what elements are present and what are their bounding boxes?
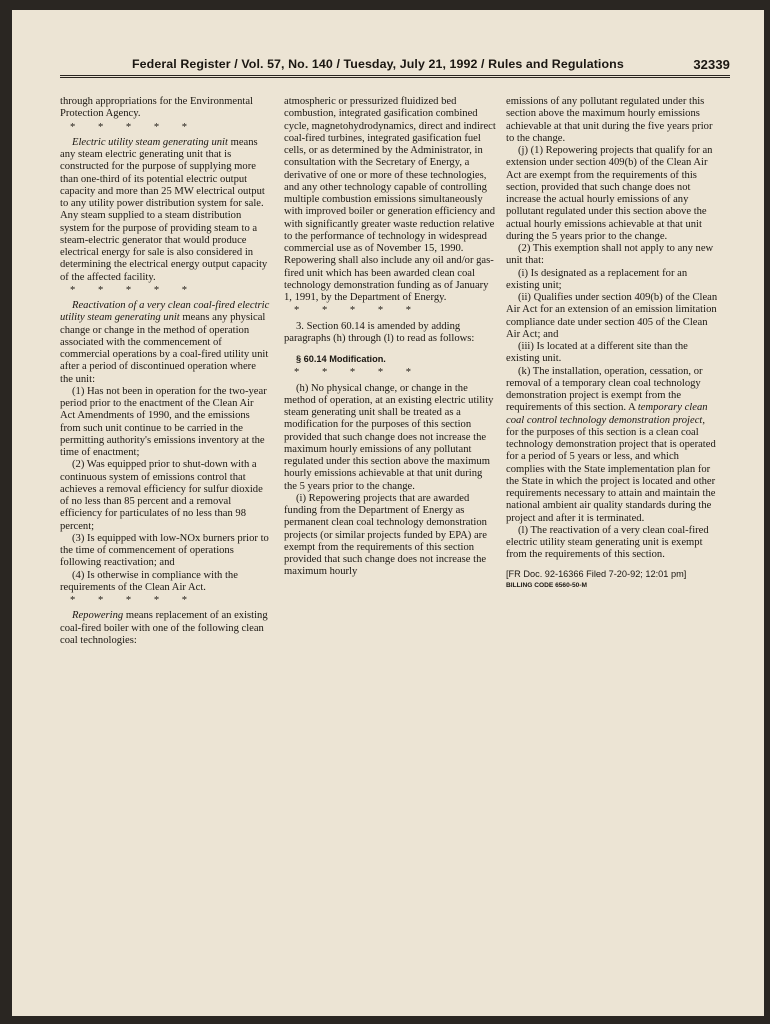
defined-term: Electric utility steam generating unit bbox=[72, 136, 228, 148]
running-head-text: Federal Register / Vol. 57, No. 140 / Tuesday, July 21, 1992 / Rules and Regulations bbox=[132, 57, 624, 71]
amendment-instruction: 3. Section 60.14 is amended by adding paragraphs (h) through (l) to read as follows: bbox=[284, 320, 475, 344]
ellipsis-stars: * * * * * bbox=[294, 367, 422, 379]
paragraph: (3) Is equipped with low-NOx burners prior to the time of commencement of operations following reactivation; and bbox=[60, 532, 269, 569]
paragraph bbox=[506, 366, 718, 525]
paragraph: (iii) Is located at a different site than the existing unit. bbox=[506, 341, 688, 365]
ellipsis-stars: * * * * * bbox=[70, 595, 198, 606]
paragraph: (2) Was equipped prior to shut-down with a continuous system of emissions control that achieves a removal efficiency for sulfur dioxide of no less than 85 percent and a removal efficiency for particulates of no less than 98 percent; bbox=[60, 459, 263, 532]
ellipsis-stars: * * * * * bbox=[70, 121, 198, 133]
running-header bbox=[60, 53, 730, 78]
paragraph: (l) The reactivation of a very clean coal-fired electric utility steam generating unit is exempt from the requirements of this section. bbox=[506, 524, 709, 561]
definition-text: means replacement of an existing coal-fired boiler with one of the following clean coal technologies: bbox=[60, 610, 268, 646]
paragraph: (1) Has not been in operation for the two-year period prior to the enactment of the Clean Air Act Amendments of 1990, and the emissions from such unit continue to be carried in the permitting authority's emissions inventory at the time of enactment; bbox=[60, 385, 267, 458]
column-1 bbox=[60, 96, 270, 647]
section-heading: § 60.14 Modification. bbox=[296, 354, 386, 364]
defined-term: temporary clean coal control technology demonstration project bbox=[506, 402, 708, 426]
paragraph: through appropriations for the Environmental Protection Agency. bbox=[60, 96, 253, 120]
fr-doc-citation: [FR Doc. 92-16366 Filed 7-20-92; 12:01 pm] bbox=[506, 568, 687, 579]
definition-paragraph bbox=[60, 300, 270, 386]
defined-term: Repowering bbox=[72, 610, 124, 622]
paragraph: (ii) Qualifies under section 409(b) of the Clean Air Act for an extension of an emission limitation compliance date under section 405 of the Clean Air Act; and bbox=[506, 292, 718, 340]
paragraph: (2) This exemption shall not apply to any new unit that: bbox=[506, 243, 714, 267]
defined-term: Reactivation of a very clean coal-fired electric utility steam generating unit bbox=[60, 300, 270, 324]
paragraph: (j) (1) Repowering projects that qualify for an extension under section 409(b) of the Clean Air Act are exempt from the requirements of this section, provided that such change does not increase the actual hourly emissions of any pollutant regulated under this section above the actual hourly emissions achievable at that unit during the 5 years prior to the change. bbox=[506, 145, 713, 242]
paragraph: (4) Is otherwise in compliance with the requirements of the Clean Air Act. bbox=[60, 569, 238, 593]
paragraph: atmospheric or pressurized fluidized bed combustion, integrated gasification combined cycle, magnetohydrodynamics, direct and indirect coal-fired turbines, integrated gasification fuel cells, or as determined by the Administrator, in consultation with the Secretary of Energy, a derivative of one or more of these technologies, and any other technology capable of controlling multiple combustion emissions simultaneously with improved boiler or generation efficiency and with significantly greater waste reduction relative to the performance of technology in widespread commercial use as of November 15, 1990. Repowering shall also include any oil and/or gas-fired unit which has been awarded clean coal technology demonstration funding as of January 1, 1991, by the Department of Energy. bbox=[284, 96, 496, 303]
definition-text: means any physical change or change in the method of operation associated with the commencement of commercial operations by a coal-fired utility unit after a period of discontinued operation where the unit: bbox=[60, 312, 269, 385]
definition-paragraph bbox=[60, 610, 270, 647]
document-page bbox=[12, 10, 764, 1016]
column-2 bbox=[284, 96, 496, 579]
definition-text: means any steam electric generating unit that is constructed for the purpose of supplying more than one-third of its potential electric output capacity and more than 25 MW electrical output to any utility power distribution system for sale. Any steam supplied to a steam distribution system for the purpose of providing steam to a steam-electric generator that would produce electrical energy for sale is also considered in determining the electrical energy output capacity of the affected facility. bbox=[60, 136, 268, 283]
column-3 bbox=[506, 96, 718, 592]
paragraph: (i) Repowering projects that are awarded funding from the Department of Energy as permanent clean coal technology demonstration projects (or similar projects funded by EPA) are exempt from the requirements of this section provided that such change does not increase the maximum hourly bbox=[284, 492, 487, 578]
paragraph: (h) No physical change, or change in the method of operation, at an existing electric utility steam generating unit shall be treated as a modification for the purposes of this section provided that such change does not increase the maximum hourly emissions of any pollutant regulated under this section above the maximum hourly emissions achievable at that unit during the 5 years prior to the change. bbox=[284, 382, 494, 492]
paragraph: (i) Is designated as a replacement for an existing unit; bbox=[506, 267, 688, 291]
ellipsis-stars: * * * * * bbox=[294, 305, 422, 317]
definition-paragraph bbox=[60, 137, 270, 284]
paragraph-text: , for the purposes of this section is a clean coal technology demonstration project that is operated for a period of 5 years or less, and which complies with the State implementation plan for the State in which the project is located and other requirements necessary to attain and maintain the national ambient air quality standards during the project and after it is terminated. bbox=[506, 414, 716, 524]
page-number: 32339 bbox=[693, 57, 730, 72]
billing-code: BILLING CODE 6560-50-M bbox=[506, 581, 587, 589]
paragraph-text: (k) The installation, operation, cessation, or removal of a temporary clean coal technology demonstration project is exempt from the requirements of this section. A bbox=[506, 365, 703, 414]
ellipsis-stars: * * * * * bbox=[70, 284, 198, 296]
paragraph: emissions of any pollutant regulated under this section above the maximum hourly emissions achievable at that unit during the five years prior to the change. bbox=[506, 96, 713, 144]
